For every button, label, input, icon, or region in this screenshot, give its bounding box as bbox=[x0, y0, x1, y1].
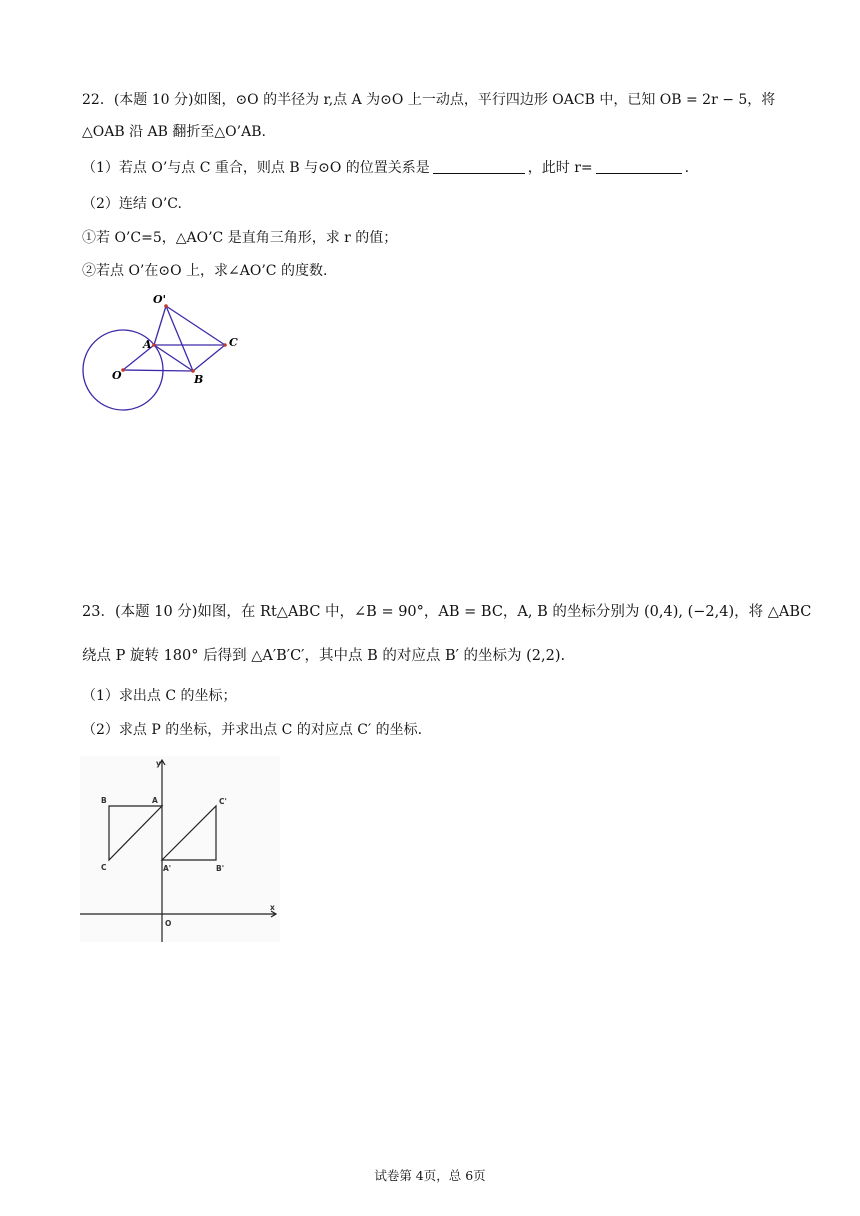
origin-label: O bbox=[165, 919, 172, 928]
label-b-prime: B' bbox=[216, 864, 225, 873]
q23-coordinate-figure bbox=[80, 756, 280, 942]
point-o bbox=[121, 368, 125, 372]
segment-o-prime-c bbox=[166, 306, 225, 345]
segment-o-prime-a bbox=[154, 306, 166, 345]
label-b: B bbox=[101, 796, 107, 805]
label-c: C bbox=[101, 863, 107, 872]
x-axis-label: x bbox=[270, 903, 275, 912]
label-a: A bbox=[143, 338, 152, 351]
q23-part1: （1）求出点 C 的坐标； bbox=[82, 688, 237, 704]
q22-part1-text-a: （1）若点 O’与点 C 重合，则点 B 与⊙O 的位置关系是 bbox=[82, 160, 430, 176]
label-c-prime: C' bbox=[219, 797, 227, 806]
q23-stem-line1: 23．(本题 10 分)如图，在 Rt△ABC 中，∠B = 90°，AB = BC，A, B 的坐标分别为 (0,4), (−2,4)，将 △ABC bbox=[82, 604, 812, 620]
q22-part1-text-c: . bbox=[684, 160, 690, 176]
q22-part2: （2）连结 O’C. bbox=[82, 196, 182, 212]
label-a: A bbox=[152, 796, 158, 805]
point-a bbox=[152, 343, 156, 347]
q22-sub2: ②若点 O’在⊙O 上，求∠AO’C 的度数. bbox=[82, 263, 328, 279]
label-o: O bbox=[112, 369, 122, 382]
q22-stem-line1: 22．(本题 10 分)如图，⊙O 的半径为 r,点 A 为⊙O 上一动点，平行四边形 OACB 中，已知 OB = 2r − 5，将 bbox=[82, 92, 776, 108]
q22-figure bbox=[76, 288, 256, 416]
label-a-prime: A' bbox=[163, 864, 172, 873]
point-c bbox=[223, 343, 227, 347]
q23-stem-line2: 绕点 P 旋转 180° 后得到 △A′B′C′，其中点 B 的对应点 B′ 的坐标为 (2,2). bbox=[82, 648, 566, 664]
segment-ob bbox=[123, 370, 193, 371]
label-o-prime: O' bbox=[153, 293, 166, 306]
q22-part1 bbox=[82, 158, 689, 178]
q22-stem-line2: △OAB 沿 AB 翻折至△O’AB. bbox=[82, 124, 266, 140]
y-axis-label: y bbox=[156, 759, 161, 768]
segment-bc bbox=[193, 345, 225, 371]
q22-sub1: ①若 O’C=5，△AO’C 是直角三角形，求 r 的值； bbox=[82, 230, 398, 246]
page-footer: 试卷第 4页，总 6页 bbox=[374, 1168, 486, 1183]
q23-part2: （2）求点 P 的坐标，并求出点 C 的对应点 C′ 的坐标. bbox=[82, 722, 423, 738]
q22-answer-blank-2[interactable] bbox=[596, 159, 682, 174]
label-c: C bbox=[229, 336, 238, 349]
q22-answer-blank-1[interactable] bbox=[433, 159, 525, 174]
q22-part1-text-b: ，此时 r= bbox=[527, 160, 593, 176]
label-b: B bbox=[194, 373, 204, 386]
